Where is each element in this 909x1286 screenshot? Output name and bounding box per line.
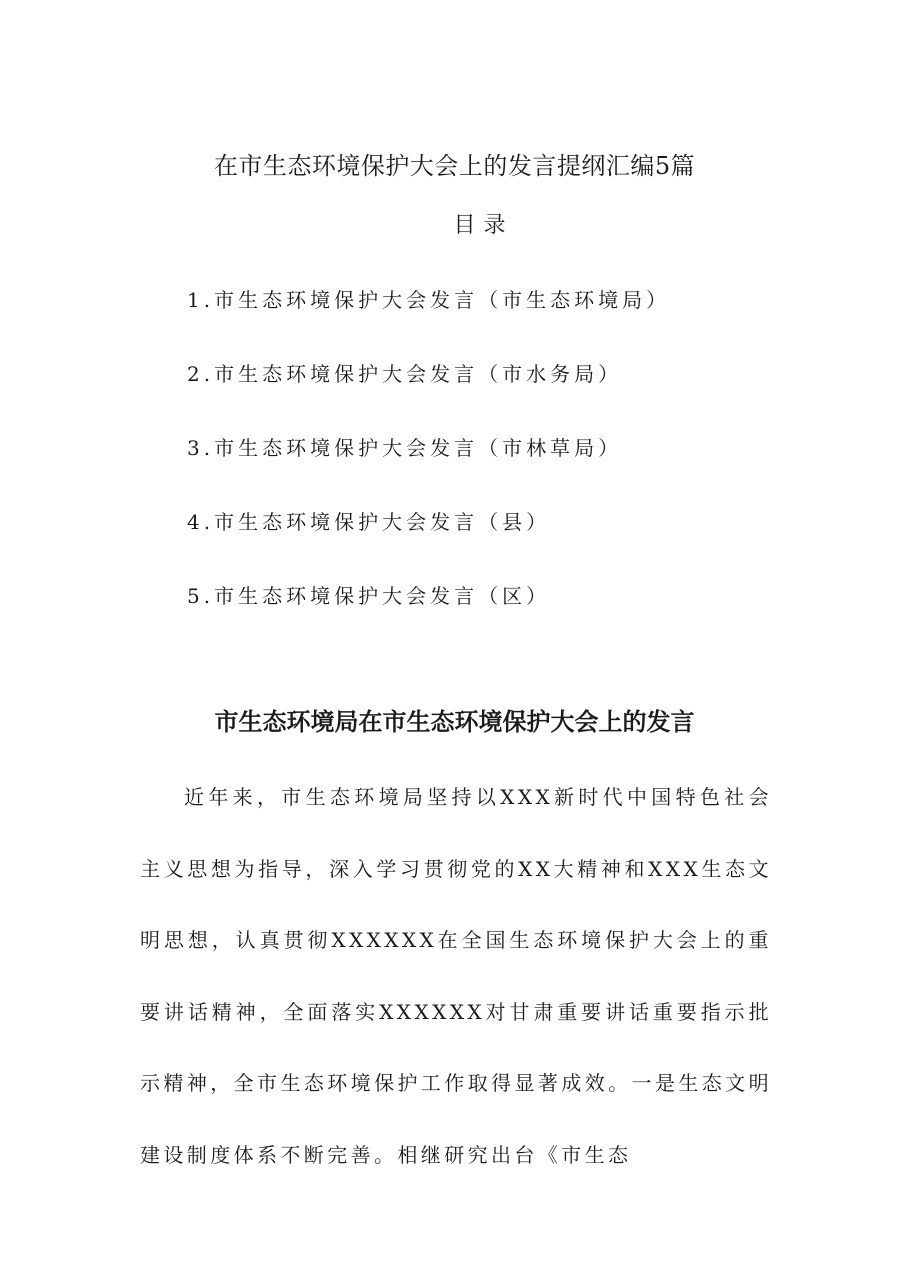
section-title: 市生态环境局在市生态环境保护大会上的发言: [214, 707, 695, 736]
toc-heading: 目录: [453, 213, 514, 238]
document-title: 在市生态环境保护大会上的发言提纲汇编5篇: [213, 152, 696, 180]
toc-item: 1.市生态环境保护大会发言（市生态环境局）: [187, 288, 671, 312]
toc-item: 2.市生态环境保护大会发言（市水务局）: [187, 362, 623, 386]
table-of-contents: [187, 283, 807, 653]
toc-item: 3.市生态环境保护大会发言（市林草局）: [187, 436, 623, 460]
toc-item: 5.市生态环境保护大会发言（区）: [187, 584, 551, 608]
toc-item: 4.市生态环境保护大会发言（县）: [187, 510, 551, 534]
body-paragraph: 近年来，市生态环境局坚持以XXX新时代中国特色社会主义思想为指导，深入学习贯彻党的XX大精神和XXX生态文明思想，认真贯彻XXXXXX在全国生态环境保护大会上的重要讲话精神，全面落实XXXXXX对甘肃重要讲话重要指示批示精神，全市生态环境保护工作取得显著成效。一是生态文明建设制度体系不断完善。相继研究出台《市生态: [140, 785, 772, 1167]
